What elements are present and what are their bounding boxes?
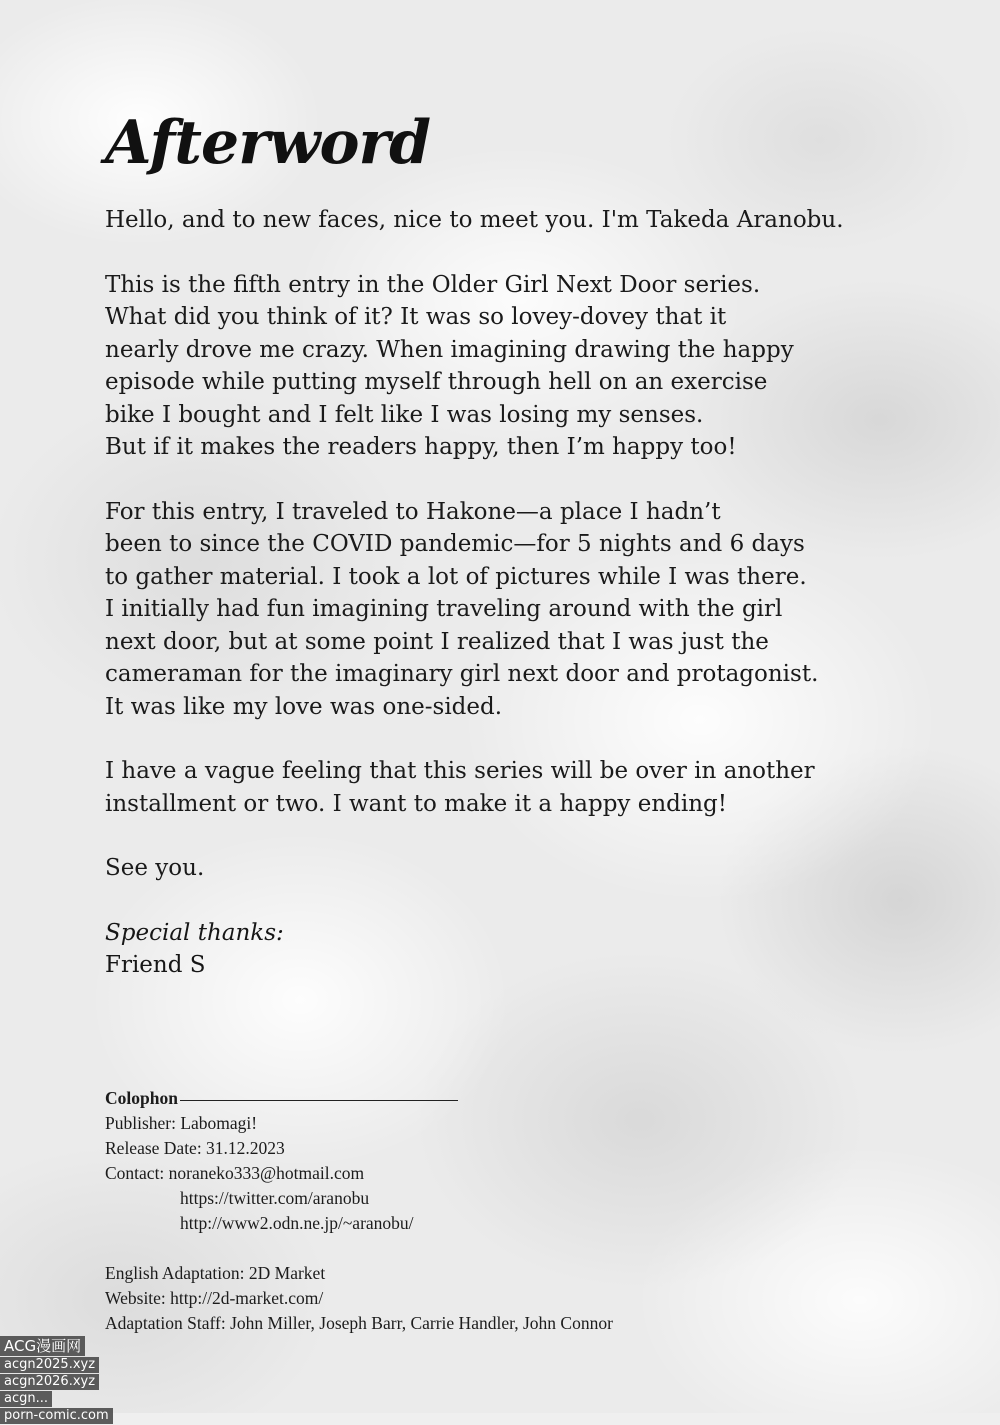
- paragraph-line: For this entry, I traveled to Hakone—a place I hadn’t: [105, 498, 721, 525]
- watermark-line: acgn2025.xyz: [0, 1357, 99, 1373]
- colophon-staff: Adaptation Staff: John Miller, Joseph Barr, Carrie Handler, John Connor: [105, 1313, 613, 1333]
- paragraph-line: to gather material. I took a lot of pictures while I was there.: [105, 563, 807, 590]
- watermark-line: acgn...: [0, 1391, 52, 1407]
- colophon-heading: Colophon: [105, 1088, 178, 1108]
- paragraph-line: I have a vague feeling that this series will be over in another: [105, 758, 815, 784]
- paragraph-line: episode while putting myself through hell on an exercise: [105, 369, 768, 395]
- colophon-release-date: Release Date: 31.12.2023: [105, 1138, 285, 1158]
- watermark-line: ACG漫画网: [0, 1336, 85, 1356]
- afterword-paragraph: [105, 496, 945, 724]
- colophon-twitter-link: https://twitter.com/aranobu: [180, 1188, 370, 1208]
- paragraph-line: nearly drove me crazy. When imagining drawing the happy: [105, 336, 794, 363]
- afterword-paragraph: [105, 755, 945, 820]
- paragraph-line: Hello, and to new faces, nice to meet you. I'm Takeda Aranobu.: [105, 207, 844, 233]
- colophon-spacer: [105, 1236, 745, 1261]
- colophon-publisher: Publisher: Labomagi!: [105, 1113, 258, 1133]
- special-thanks: [105, 917, 945, 981]
- colophon-website: Website: http://2d-market.com/: [105, 1288, 324, 1308]
- paragraph-line: cameraman for the imaginary girl next door and protagonist.: [105, 661, 819, 687]
- afterword-paragraph: [105, 269, 945, 464]
- paragraph-line: bike I bought and I felt like I was losing my senses.: [105, 401, 704, 428]
- colophon-site-link: http://www2.odn.ne.jp/~aranobu/: [180, 1213, 414, 1233]
- colophon: [105, 1086, 745, 1336]
- paragraph-line: installment or two. I want to make it a happy ending!: [105, 790, 728, 817]
- watermark-line: acgn2026.xyz: [0, 1374, 99, 1390]
- colophon-header: [105, 1086, 745, 1111]
- afterword-paragraph: [105, 204, 945, 237]
- afterword-paragraph: [105, 852, 945, 885]
- paragraph-line: See you.: [105, 855, 205, 881]
- paragraph-line: I initially had fun imagining traveling around with the girl: [105, 596, 783, 622]
- special-thanks-label: Special thanks:: [105, 919, 284, 946]
- paragraph-line: This is the fifth entry in the Older Girl Next Door series.: [105, 271, 761, 298]
- colophon-divider: [180, 1100, 458, 1101]
- paragraph-line: been to since the COVID pandemic—for 5 nights and 6 days: [105, 531, 805, 557]
- afterword-body: [105, 204, 945, 885]
- afterword-content: [105, 100, 945, 981]
- special-thanks-name: Friend S: [105, 951, 206, 978]
- paragraph-line: It was like my love was one-sided.: [105, 693, 503, 720]
- paragraph-line: What did you think of it? It was so lovey-dovey that it: [105, 304, 727, 330]
- colophon-contact: Contact: noraneko333@hotmail.com: [105, 1163, 365, 1183]
- site-watermark: [0, 1336, 130, 1425]
- watermark-line: porn-comic.com: [0, 1408, 113, 1424]
- page-title: Afterword: [105, 108, 431, 178]
- colophon-adaptation: English Adaptation: 2D Market: [105, 1263, 326, 1283]
- paragraph-line: But if it makes the readers happy, then I’m happy too!: [105, 434, 737, 460]
- paragraph-line: next door, but at some point I realized that I was just the: [105, 628, 769, 655]
